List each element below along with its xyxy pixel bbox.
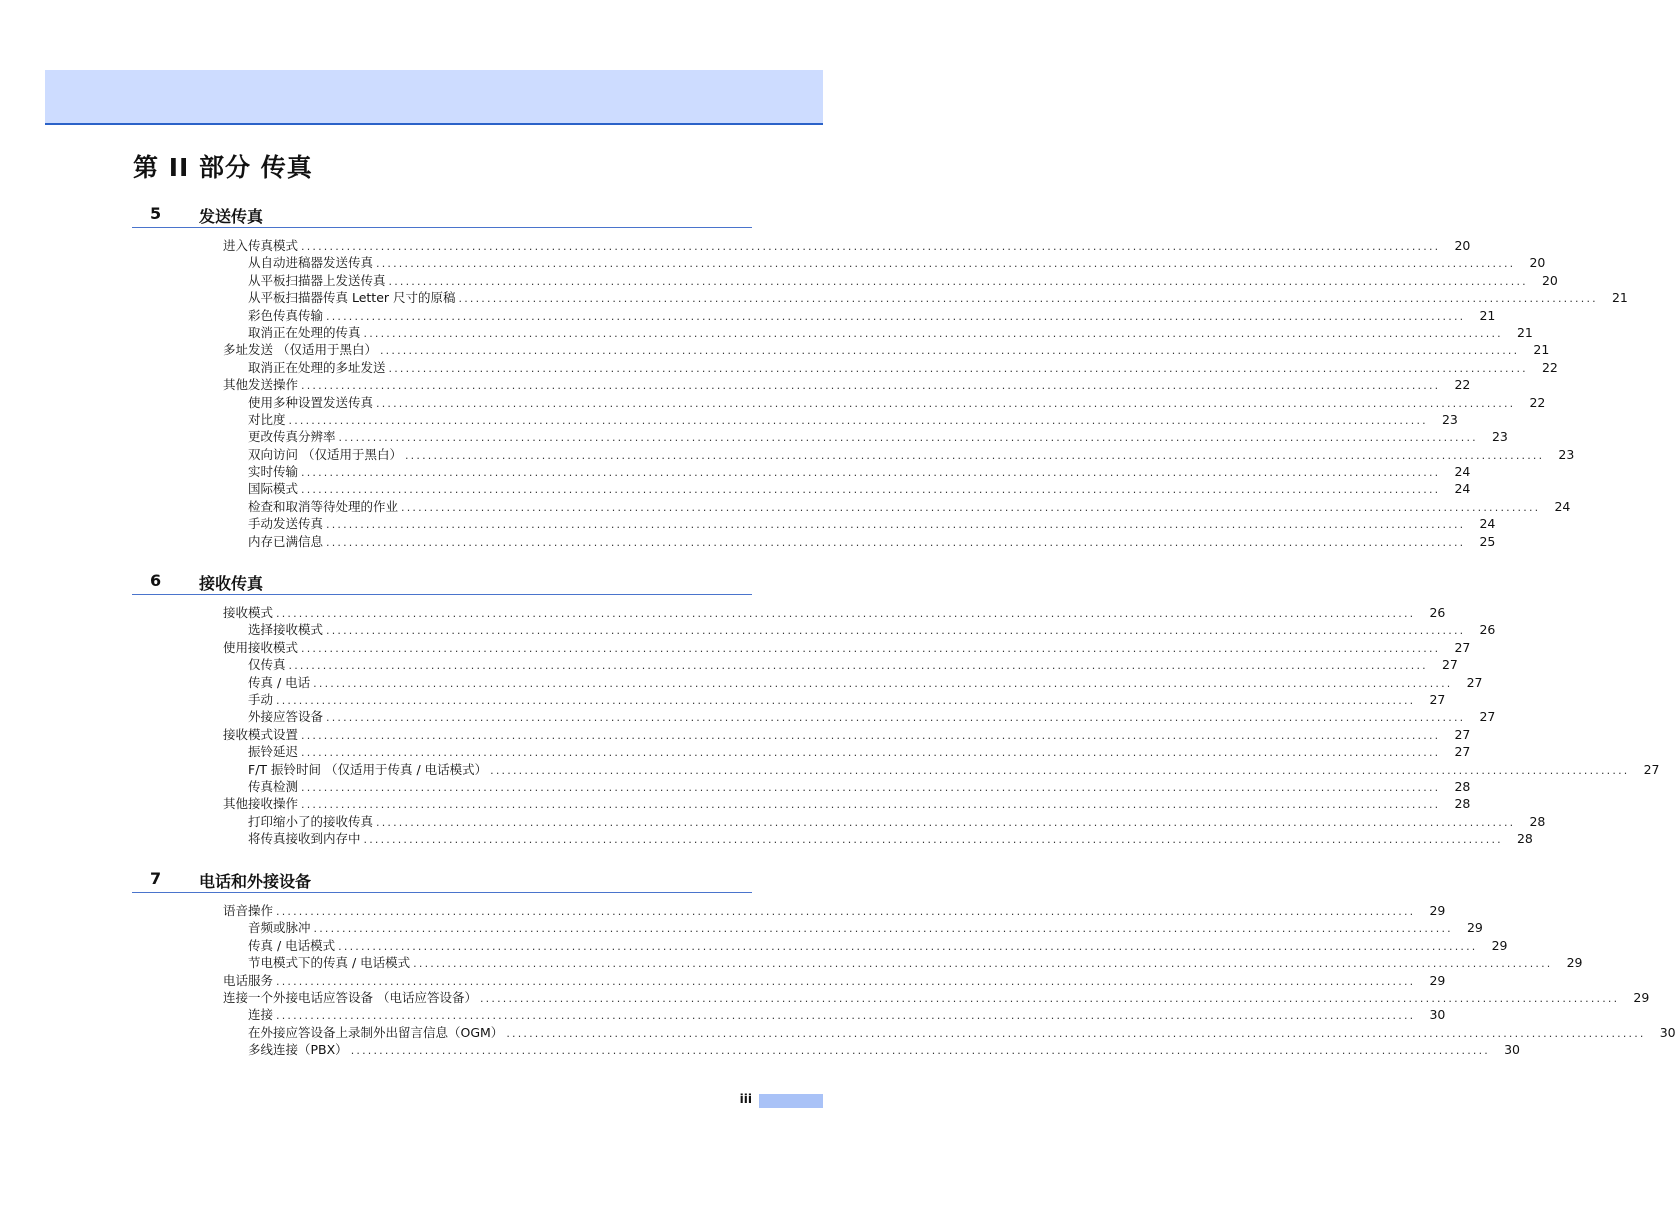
toc-subsection-entry[interactable] (248, 656, 1458, 673)
dot-leader: ........................................................................................................................................................................................................ (326, 309, 1466, 323)
toc-entry-page: 29 (1633, 989, 1650, 1005)
toc-entry-label: 彩色传真传输 (248, 307, 324, 323)
dot-leader: ........................................................................................................................................................................................................ (388, 361, 1528, 375)
toc-entry-page: 23 (1491, 429, 1508, 445)
dot-leader: ........................................................................................................................................................................................................ (326, 518, 1466, 532)
toc-entry-label: F/T 振铃时间 （仅适用于传真 / 电话模式） (248, 761, 488, 777)
toc-entry-page: 22 (1454, 377, 1471, 393)
toc-entry-label: 接收模式 (223, 605, 274, 620)
toc-entry-label: 语音操作 (223, 903, 274, 918)
toc-entry-page: 27 (1479, 709, 1496, 725)
toc-subsection-entry[interactable] (248, 307, 1496, 324)
toc-entry-page: 20 (1454, 238, 1471, 253)
toc-subsection-entry[interactable] (248, 691, 1446, 708)
dot-leader: ........................................................................................................................................................................................................ (276, 607, 1416, 620)
toc-subsection-entry[interactable] (248, 743, 1471, 760)
dot-leader: ........................................................................................................................................................................................................ (276, 693, 1416, 707)
toc-subsection-entry[interactable] (248, 761, 1660, 778)
toc-entry-page: 27 (1643, 761, 1660, 777)
dot-leader: ........................................................................................................................................................................................................ (479, 991, 1620, 1005)
dot-leader: ........................................................................................................................................................................................................ (301, 379, 1441, 393)
toc-entry-page: 23 (1441, 411, 1458, 427)
toc-entry-label: 对比度 (248, 411, 286, 427)
toc-entry-label: 传真检测 (248, 778, 299, 794)
toc-section-entry[interactable] (223, 795, 1471, 812)
toc-entry-page: 24 (1554, 498, 1571, 514)
toc-entry-label: 手动 (248, 691, 274, 707)
toc-subsection-entry[interactable] (248, 813, 1546, 830)
toc-section-entry[interactable] (223, 902, 1446, 919)
toc-subsection-entry[interactable] (248, 463, 1471, 480)
toc-entry-page: 25 (1479, 533, 1496, 549)
chapter-title[interactable]: 接收传真 (199, 574, 264, 593)
chapter-heading (132, 868, 752, 893)
chapter-7 (132, 868, 1676, 1059)
dot-leader: ........................................................................................................................................................................................................ (404, 448, 1545, 462)
chapter-title[interactable]: 发送传真 (199, 207, 264, 226)
dot-leader: ........................................................................................................................................................................................................ (379, 344, 1520, 358)
toc-subsection-entry[interactable] (248, 359, 1558, 376)
toc-entries (132, 902, 1676, 1059)
toc-entry-label: 振铃延迟 (248, 744, 299, 760)
toc-entry-label: 手动发送传真 (248, 516, 324, 532)
toc-entry-label: 其他发送操作 (223, 377, 299, 393)
toc-entry-label: 从平板扫描器上发送传真 (248, 272, 386, 288)
toc-subsection-entry[interactable] (248, 411, 1458, 428)
toc-entry-page: 23 (1558, 446, 1575, 462)
toc-entry-page: 30 (1659, 1024, 1676, 1040)
toc-entry-page: 21 (1479, 307, 1496, 323)
dot-leader: ........................................................................................................................................................................................................ (388, 274, 1528, 288)
toc-entry-label: 从自动进稿器发送传真 (248, 255, 374, 271)
dot-leader: ........................................................................................................................................................................................................ (301, 466, 1441, 480)
dot-leader: ........................................................................................................................................................................................................ (326, 535, 1466, 549)
dot-leader: ........................................................................................................................................................................................................ (301, 728, 1441, 742)
toc-subsection-entry[interactable] (248, 324, 1533, 341)
toc-subsection-entry[interactable] (248, 1024, 1676, 1041)
toc-entry-label: 在外接应答设备上录制外出留言信息（OGM） (248, 1024, 504, 1040)
toc-subsection-entry[interactable] (248, 937, 1508, 954)
toc-entry-label: 接收模式设置 (223, 726, 299, 742)
dot-leader: ........................................................................................................................................................................................................ (276, 1009, 1416, 1023)
toc-entry-label: 其他接收操作 (223, 796, 299, 812)
toc-entry-label: 使用多种设置发送传真 (248, 394, 374, 410)
toc-subsection-entry[interactable] (248, 515, 1496, 532)
toc-section-entry[interactable] (223, 989, 1650, 1006)
toc-subsection-entry[interactable] (248, 919, 1483, 936)
toc-entry-label: 实时传输 (248, 464, 299, 480)
toc-entry-page: 30 (1504, 1042, 1521, 1058)
toc-section-entry[interactable] (223, 726, 1471, 743)
dot-leader: ........................................................................................................................................................................................................ (301, 780, 1441, 794)
dot-leader: ........................................................................................................................................................................................................ (301, 746, 1441, 760)
toc-entry-page: 21 (1533, 342, 1550, 358)
toc-entry-page: 29 (1429, 903, 1446, 918)
dot-leader: ........................................................................................................................................................................................................ (326, 624, 1466, 638)
toc-entry-label: 从平板扫描器传真 Letter 尺寸的原稿 (248, 290, 456, 306)
toc-entry-label: 外接应答设备 (248, 709, 324, 725)
dot-leader: ........................................................................................................................................................................................................ (490, 763, 1630, 777)
dot-leader: ........................................................................................................................................................................................................ (301, 798, 1441, 812)
toc-section-entry[interactable] (223, 639, 1471, 656)
dot-leader: ........................................................................................................................................................................................................ (401, 500, 1541, 514)
toc-entry-label: 更改传真分辨率 (248, 429, 336, 445)
toc-subsection-entry[interactable] (248, 428, 1508, 445)
toc-entry-page: 27 (1429, 691, 1446, 707)
toc-entry-page: 27 (1454, 639, 1471, 655)
toc-entry-page: 28 (1529, 813, 1546, 829)
toc-entry-page: 28 (1516, 831, 1533, 847)
toc-subsection-entry[interactable] (248, 272, 1558, 289)
toc-entries (132, 237, 1628, 550)
toc-entry-label: 传真 / 电话 (248, 674, 311, 690)
toc-entry-page: 29 (1429, 972, 1446, 988)
toc-entry-page: 21 (1516, 324, 1533, 340)
dot-leader: ........................................................................................................................................................................................................ (313, 676, 1453, 690)
toc-entry-page: 26 (1429, 605, 1446, 620)
toc-entry-page: 29 (1466, 920, 1483, 936)
dot-leader: ........................................................................................................................................................................................................ (376, 257, 1516, 271)
toc-entry-label: 仅传真 (248, 657, 286, 673)
toc-entry-page: 29 (1566, 955, 1583, 971)
dot-leader: ........................................................................................................................................................................................................ (363, 833, 1503, 847)
toc-entry-label: 传真 / 电话模式 (248, 937, 336, 953)
toc-entry-label: 节电模式下的传真 / 电话模式 (248, 955, 411, 971)
header-band (45, 70, 823, 125)
chapter-title[interactable]: 电话和外接设备 (199, 872, 312, 891)
toc-entry-page: 28 (1454, 778, 1471, 794)
toc-entry-page: 22 (1541, 359, 1558, 375)
toc-entry-label: 将传真接收到内存中 (248, 831, 361, 847)
toc-entry-label: 连接 (248, 1007, 274, 1023)
toc-section-entry[interactable] (223, 376, 1471, 393)
dot-leader: ........................................................................................................................................................................................................ (338, 939, 1478, 953)
dot-leader: ........................................................................................................................................................................................................ (338, 431, 1478, 445)
toc-entry-label: 内存已满信息 (248, 533, 324, 549)
toc-subsection-entry[interactable] (248, 533, 1496, 550)
dot-leader: ........................................................................................................................................................................................................ (313, 922, 1453, 936)
toc-entry-label: 使用接收模式 (223, 639, 299, 655)
toc-entry-label: 音频或脉冲 (248, 920, 311, 936)
dot-leader: ........................................................................................................................................................................................................ (326, 711, 1466, 725)
dot-leader: ........................................................................................................................................................................................................ (276, 905, 1416, 918)
toc-subsection-entry[interactable] (248, 708, 1496, 725)
chapter-number: 7 (150, 869, 162, 888)
dot-leader: ........................................................................................................................................................................................................ (301, 483, 1441, 497)
part-title: 第 II 部分 传真 (133, 153, 313, 182)
dot-leader: ........................................................................................................................................................................................................ (506, 1026, 1646, 1040)
toc-entry-page: 24 (1454, 481, 1471, 497)
toc-entry-page: 26 (1479, 622, 1496, 638)
toc-entry-page: 28 (1454, 796, 1471, 812)
toc-entry-page: 27 (1466, 674, 1483, 690)
toc-section-entry[interactable] (223, 604, 1446, 621)
toc-entry-page: 29 (1491, 937, 1508, 953)
toc-entry-page: 27 (1454, 744, 1471, 760)
page-tab-marker (759, 1094, 823, 1108)
toc-subsection-entry[interactable] (248, 394, 1546, 411)
toc-entry-page: 27 (1441, 657, 1458, 673)
toc-entry-label: 多址发送 （仅适用于黑白） (223, 342, 377, 358)
chapter-heading (132, 570, 752, 595)
toc-entry-label: 多线连接（PBX） (248, 1042, 348, 1058)
dot-leader: ........................................................................................................................................................................................................ (288, 659, 1428, 673)
dot-leader: ........................................................................................................................................................................................................ (350, 1044, 1491, 1058)
toc-subsection-entry[interactable] (248, 621, 1496, 638)
toc-subsection-entry[interactable] (248, 254, 1546, 271)
toc-subsection-entry[interactable] (248, 778, 1471, 795)
toc-entry-label: 连接一个外接电话应答设备 （电话应答设备） (223, 989, 477, 1005)
toc-entry-label: 电话服务 (223, 972, 274, 988)
toc-entry-label: 取消正在处理的多址发送 (248, 359, 386, 375)
toc-subsection-entry[interactable] (248, 446, 1575, 463)
toc-entry-page: 24 (1479, 516, 1496, 532)
toc-subsection-entry[interactable] (248, 480, 1471, 497)
dot-leader: ........................................................................................................................................................................................................ (413, 957, 1553, 971)
toc-entry-label: 检查和取消等待处理的作业 (248, 498, 399, 514)
dot-leader: ........................................................................................................................................................................................................ (363, 326, 1503, 340)
chapter-heading (132, 203, 752, 228)
toc-section-entry[interactable] (223, 237, 1471, 254)
toc-entry-page: 27 (1454, 726, 1471, 742)
toc-entry-label: 进入传真模式 (223, 238, 299, 253)
chapter-5 (132, 203, 1628, 550)
dot-leader: ........................................................................................................................................................................................................ (301, 240, 1441, 253)
dot-leader: ........................................................................................................................................................................................................ (301, 641, 1441, 655)
toc-subsection-entry[interactable] (248, 674, 1483, 691)
dot-leader: ........................................................................................................................................................................................................ (276, 974, 1416, 988)
chapter-number: 5 (150, 204, 162, 223)
toc-subsection-entry[interactable] (248, 830, 1533, 847)
chapter-number: 6 (150, 571, 162, 590)
page-number: iii (739, 1092, 752, 1106)
toc-section-entry[interactable] (223, 341, 1550, 358)
toc-entry-page: 22 (1529, 394, 1546, 410)
toc-entries (132, 604, 1660, 847)
dot-leader: ........................................................................................................................................................................................................ (458, 292, 1598, 306)
toc-subsection-entry[interactable] (248, 498, 1571, 515)
toc-entry-page: 30 (1429, 1007, 1446, 1023)
toc-section-entry[interactable] (223, 972, 1446, 989)
dot-leader: ........................................................................................................................................................................................................ (376, 396, 1516, 410)
toc-entry-page: 20 (1529, 255, 1546, 271)
toc-subsection-entry[interactable] (248, 1006, 1446, 1023)
toc-subsection-entry[interactable] (248, 1041, 1521, 1058)
toc-entry-label: 取消正在处理的传真 (248, 324, 361, 340)
toc-entry-label: 打印缩小了的接收传真 (248, 813, 374, 829)
toc-subsection-entry[interactable] (248, 289, 1628, 306)
toc-entry-page: 24 (1454, 464, 1471, 480)
toc-entry-label: 双向访问 （仅适用于黑白） (248, 446, 402, 462)
dot-leader: ........................................................................................................................................................................................................ (376, 815, 1516, 829)
toc-entry-page: 20 (1541, 272, 1558, 288)
toc-entry-label: 选择接收模式 (248, 622, 324, 638)
toc-entry-page: 21 (1611, 290, 1628, 306)
toc-subsection-entry[interactable] (248, 954, 1583, 971)
toc-entry-label: 国际模式 (248, 481, 299, 497)
chapter-6 (132, 570, 1660, 847)
dot-leader: ........................................................................................................................................................................................................ (288, 413, 1428, 427)
